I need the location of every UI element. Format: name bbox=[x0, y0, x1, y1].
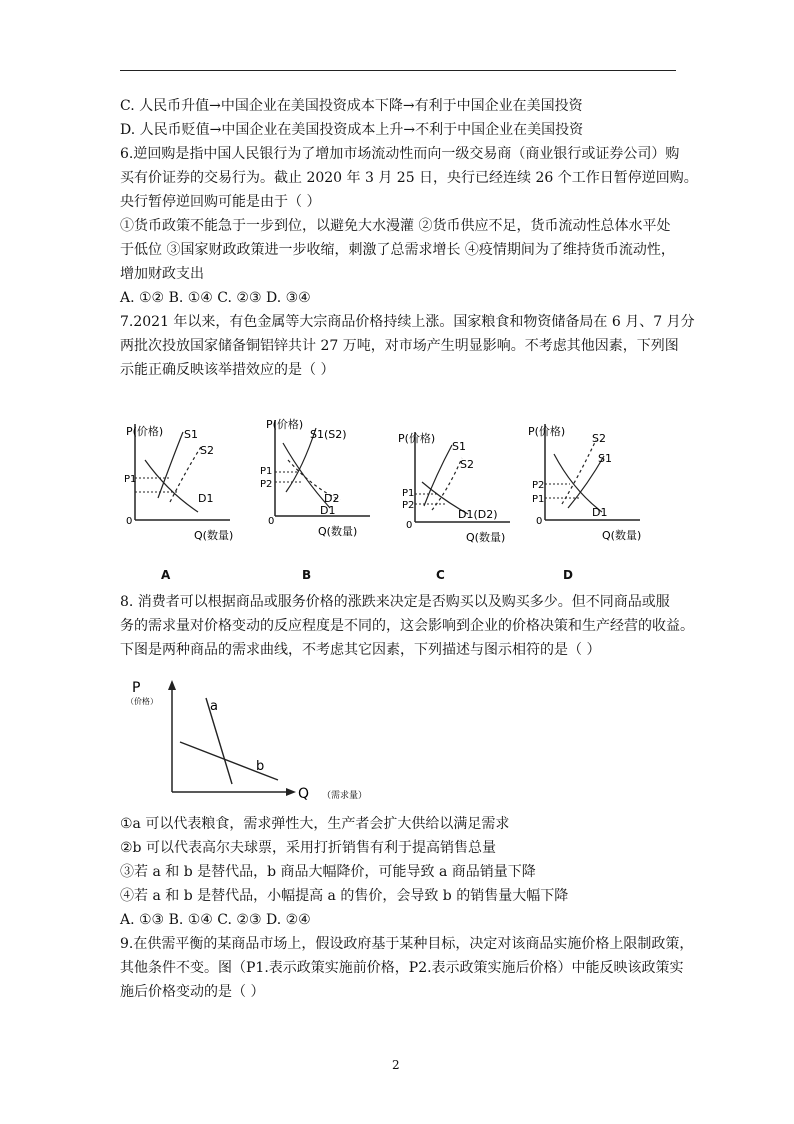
q7-caption-c: C bbox=[436, 568, 445, 582]
q7-caption-a: A bbox=[161, 568, 171, 582]
y-axis-label: P(价格) bbox=[126, 425, 164, 438]
origin-label: 0 bbox=[536, 516, 543, 527]
label-p1: P1 bbox=[402, 488, 415, 499]
label-s2: S2 bbox=[592, 432, 606, 445]
x-axis-label: Q(数量) bbox=[194, 529, 234, 542]
x-axis-label: Q(数量) bbox=[318, 525, 358, 538]
y-axis-label: P(价格) bbox=[266, 418, 304, 431]
q6-line-5: 于低位 ③国家财政政策进一步收缩，刺激了总需求增长 ④疫情期间为了维持货币流动性， bbox=[120, 242, 675, 258]
q7-graph-d bbox=[528, 412, 668, 547]
q9-line-2: 其他条件不变。图（P1.表示政策实施前价格，P2.表示政策实施后价格）中能反映该政策实 bbox=[120, 960, 684, 976]
label-s1s2: S1(S2) bbox=[310, 428, 347, 441]
supply-curve-s1 bbox=[424, 445, 452, 506]
page-number: 2 bbox=[392, 1058, 400, 1072]
label-p1: P1 bbox=[260, 466, 273, 477]
x-axis-label: Q bbox=[298, 786, 310, 802]
supply-curve-s1 bbox=[158, 432, 183, 498]
option-c: C. 人民币升值→中国企业在美国投资成本下降→有利于中国企业在美国投资 bbox=[120, 98, 583, 114]
q8-option-4: ④若 a 和 b 是替代品，小幅提高 a 的售价，会导致 b 的销售量大幅下降 bbox=[120, 888, 569, 904]
option-d: D. 人民币贬值→中国企业在美国投资成本上升→不利于中国企业在美国投资 bbox=[120, 122, 584, 138]
y-axis-label: P bbox=[132, 680, 141, 696]
q7-graph-a bbox=[118, 412, 258, 547]
q8-line-2: 务的需求量对价格变动的反应程度是不同的，这会影响到企业的价格决策和生产经营的收益。 bbox=[120, 618, 694, 634]
label-d1d2: D1(D2) bbox=[458, 508, 498, 521]
demand-curve-d1 bbox=[145, 460, 198, 512]
x-axis-label: Q(数量) bbox=[602, 529, 642, 542]
q7-graph-b bbox=[258, 408, 398, 543]
label-s1: S1 bbox=[452, 440, 466, 453]
q6-line-6: 增加财政支出 bbox=[120, 266, 204, 282]
q8-option-2: ②b 可以代表高尔夫球票，采用打折销售有利于提高销售总量 bbox=[120, 840, 496, 856]
q8-line-3: 下图是两种商品的需求曲线，不考虑其它因素，下列描述与图示相符的是（ ） bbox=[120, 642, 601, 658]
label-d2: D2 bbox=[324, 492, 340, 505]
q8-line-1: 8. 消费者可以根据商品或服务价格的涨跌来决定是否购买以及购买多少。但不同商品或服 bbox=[120, 594, 670, 610]
q7-line-1: 7.2021 年以来，有色金属等大宗商品价格持续上涨。国家粮食和物资储备局在 6 月、7 月分 bbox=[120, 314, 695, 330]
q6-line-3: 央行暂停逆回购可能是由于（ ） bbox=[120, 194, 321, 210]
header-rule bbox=[120, 70, 676, 71]
demand-curve-d1 bbox=[554, 454, 602, 512]
origin-label: 0 bbox=[126, 516, 133, 527]
q7-caption-b: B bbox=[302, 568, 312, 582]
label-p1: P1 bbox=[124, 474, 137, 485]
label-s1: S1 bbox=[598, 452, 612, 465]
label-s2: S2 bbox=[460, 458, 474, 471]
label-a: a bbox=[210, 699, 218, 714]
q8-option-3: ③若 a 和 b 是替代品，b 商品大幅降价，可能导致 a 商品销量下降 bbox=[120, 864, 536, 880]
q7-line-3: 示能正确反映该举措效应的是（ ） bbox=[120, 362, 335, 378]
q6-line-1: 6.逆回购是指中国人民银行为了增加市场流动性而向一级交易商（商业银行或证券公司）购 bbox=[120, 146, 680, 162]
q6-line-2: 买有价证券的交易行为。截止 2020 年 3 月 25 日，央行已经连续 26 个工作日暂停逆回购。 bbox=[120, 170, 698, 186]
label-s2: S2 bbox=[200, 444, 214, 457]
q7-graph-c bbox=[398, 420, 538, 555]
label-d1: D1 bbox=[592, 506, 608, 519]
label-d1: D1 bbox=[198, 492, 214, 505]
y-axis-label: P(价格) bbox=[398, 432, 436, 445]
q9-line-3: 施后价格变动的是（ ） bbox=[120, 984, 265, 1000]
y-axis-sublabel: （价格） bbox=[126, 697, 158, 706]
origin-label: 0 bbox=[268, 516, 275, 527]
y-axis-label: P(价格) bbox=[528, 425, 566, 438]
label-p2: P2 bbox=[402, 500, 415, 511]
q8-answers: A. ①③ B. ①④ C. ②③ D. ②④ bbox=[120, 912, 311, 928]
q9-line-1: 9.在供需平衡的某商品市场上，假设政府基于某种目标，决定对该商品实施价格上限制政策， bbox=[120, 936, 694, 952]
q7-line-2: 两批次投放国家储备铜铝锌共计 27 万吨，对市场产生明显影响。不考虑其他因素，下列图 bbox=[120, 338, 679, 354]
q6-line-4: ①货币政策不能急于一步到位，以避免大水漫灌 ②货币供应不足，货币流动性总体水平处 bbox=[120, 218, 671, 234]
q8-demand-graph bbox=[120, 670, 390, 810]
x-axis-label: Q(数量) bbox=[466, 531, 506, 544]
label-p1: P1 bbox=[532, 494, 545, 505]
supply-curve-s2 bbox=[432, 458, 462, 510]
label-p2: P2 bbox=[532, 480, 545, 491]
q6-answers: A. ①② B. ①④ C. ②③ D. ③④ bbox=[120, 290, 311, 306]
label-p2: P2 bbox=[260, 479, 273, 490]
x-axis-sublabel: （需求量） bbox=[322, 791, 368, 801]
q8-option-1: ①a 可以代表粮食，需求弹性大，生产者会扩大供给以满足需求 bbox=[120, 816, 510, 832]
label-s1: S1 bbox=[184, 428, 198, 441]
origin-label: 0 bbox=[406, 520, 413, 531]
label-d1: D1 bbox=[320, 504, 336, 517]
label-b: b bbox=[256, 759, 265, 774]
q7-caption-d: D bbox=[563, 568, 573, 582]
